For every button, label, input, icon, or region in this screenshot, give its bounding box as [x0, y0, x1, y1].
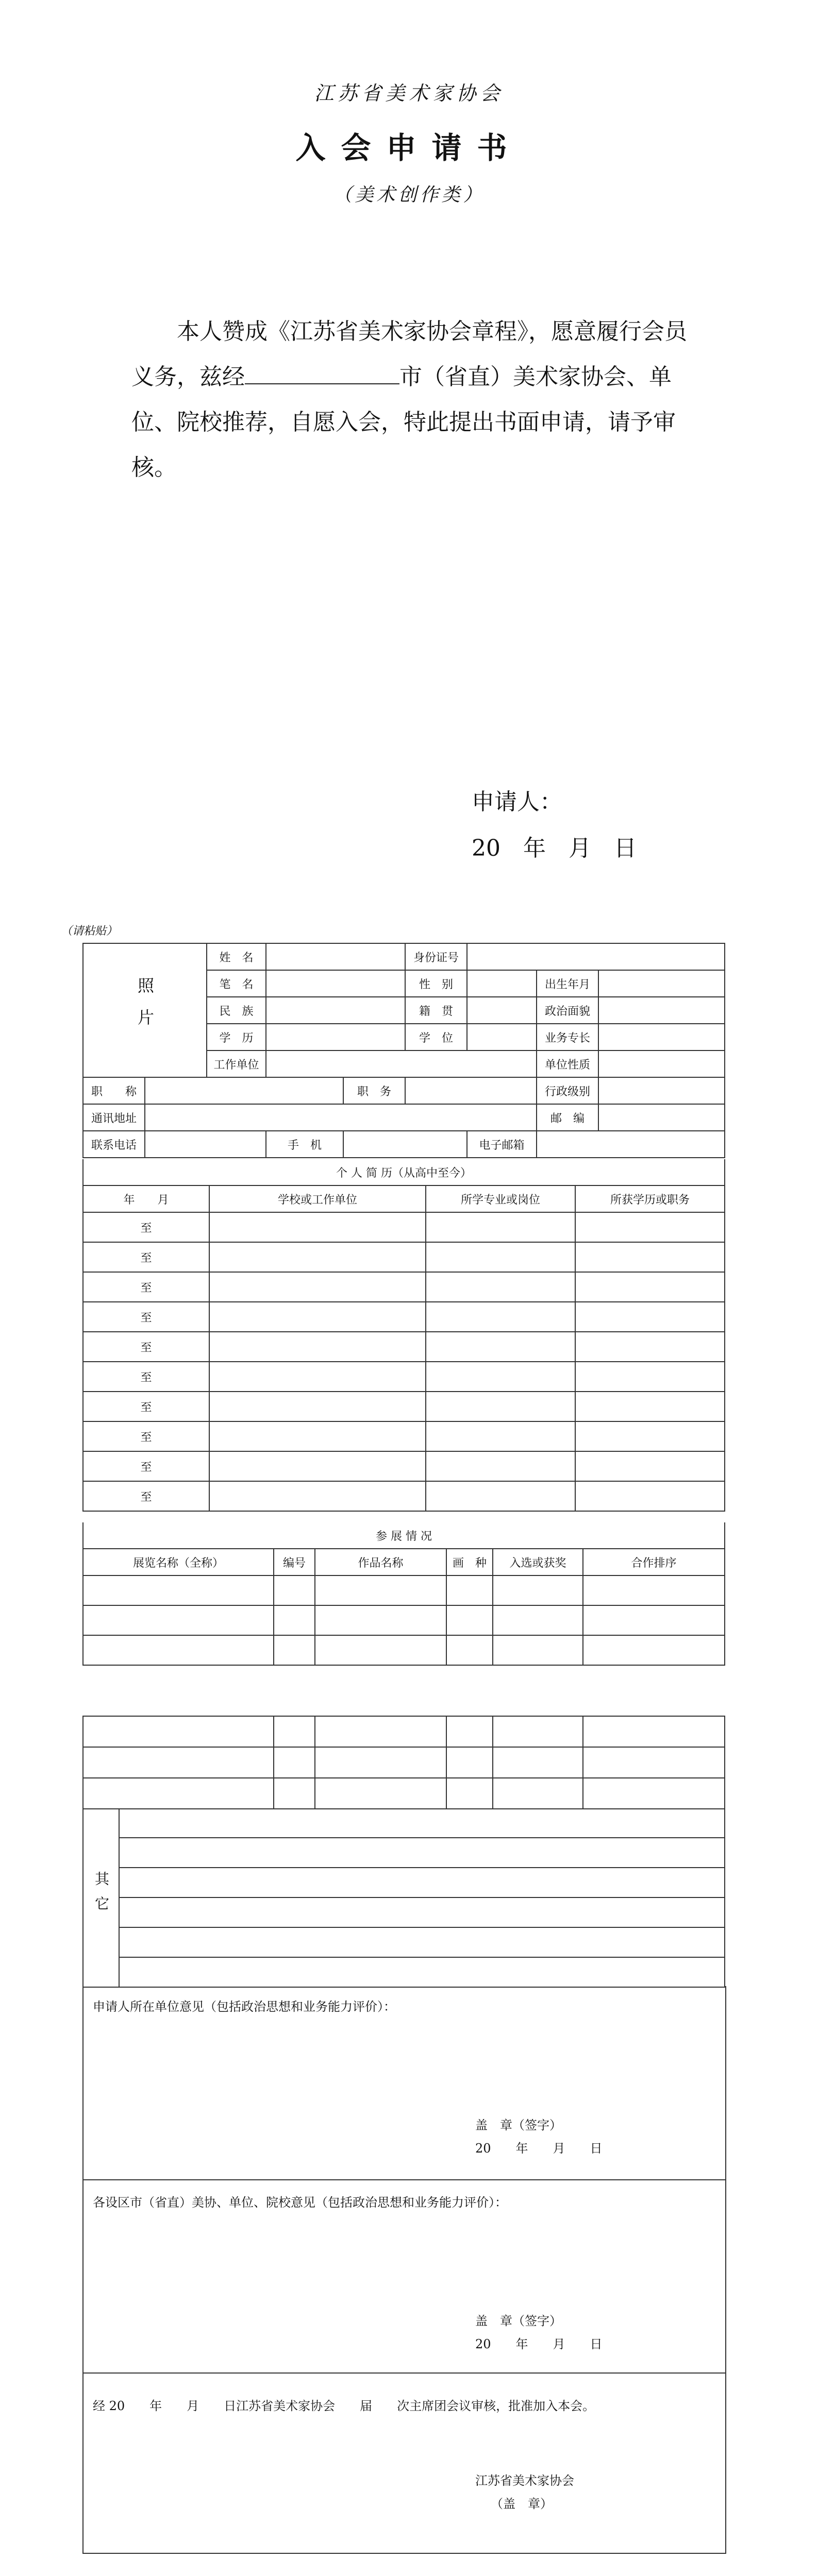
resume-cell[interactable] [209, 1362, 426, 1392]
other-line[interactable] [119, 1808, 725, 1838]
pen-label: 笔 名 [207, 970, 266, 997]
major-label: 业务专长 [537, 1024, 598, 1050]
table-row [83, 1242, 725, 1272]
party-field[interactable] [598, 997, 725, 1024]
city-blank-field[interactable] [245, 361, 399, 384]
resume-cell[interactable] [426, 1421, 575, 1451]
photo-cell[interactable] [83, 943, 207, 1077]
resume-cell[interactable] [575, 1302, 725, 1332]
table-row [83, 1332, 725, 1362]
grid-cell[interactable] [446, 1778, 493, 1809]
native-field[interactable] [467, 997, 537, 1024]
resume-date-cell[interactable]: 至 [83, 1362, 209, 1392]
exhibit-cell[interactable] [583, 1575, 725, 1605]
grid-cell[interactable] [493, 1778, 583, 1809]
resume-col-degree: 所获学历或职务 [575, 1185, 725, 1212]
table-row [83, 1575, 725, 1605]
unitnature-field[interactable] [598, 1050, 725, 1077]
resume-col-school: 学校或工作单位 [209, 1185, 426, 1212]
resume-cell[interactable] [426, 1332, 575, 1362]
photo-label: 照片 [135, 977, 155, 1041]
admin-label: 行政级别 [537, 1077, 598, 1104]
resume-date-cell[interactable]: 至 [83, 1392, 209, 1421]
grid-cell[interactable] [315, 1747, 446, 1778]
basic-info-table [82, 943, 725, 1158]
unit-opinion-box[interactable] [82, 1986, 726, 2180]
resume-cell[interactable] [575, 1272, 725, 1302]
grid-cell[interactable] [583, 1778, 725, 1809]
name-label: 姓 名 [207, 943, 266, 970]
id-field[interactable] [467, 943, 725, 970]
exhibit-col-name: 展览名称（全称） [83, 1549, 274, 1575]
resume-date-cell[interactable]: 至 [83, 1481, 209, 1511]
page-title: 入会申请书 [295, 130, 523, 165]
resume-cell[interactable] [426, 1451, 575, 1481]
post-label: 邮 编 [537, 1104, 598, 1131]
table-row [83, 1421, 725, 1451]
exhibit-col-kind: 画 种 [446, 1549, 493, 1575]
work-field[interactable] [266, 1050, 537, 1077]
name-field[interactable] [266, 943, 405, 970]
exhibit-cell[interactable] [274, 1575, 315, 1605]
exhibit-cell[interactable] [315, 1635, 446, 1665]
degree-label: 学 位 [405, 1024, 467, 1050]
exhibit-cell[interactable] [493, 1635, 583, 1665]
ethnic-label: 民 族 [207, 997, 266, 1024]
resume-cell[interactable] [575, 1451, 725, 1481]
resume-cell[interactable] [209, 1212, 426, 1242]
id-label: 身份证号 [405, 943, 467, 970]
resume-cell[interactable] [575, 1212, 725, 1242]
resume-cell[interactable] [426, 1481, 575, 1511]
unitnature-label: 单位性质 [537, 1050, 598, 1077]
grid-cell[interactable] [83, 1778, 274, 1809]
resume-cell[interactable] [209, 1302, 426, 1332]
other-label: 其它 [93, 1871, 110, 1921]
exhibit-cell[interactable] [446, 1605, 493, 1635]
table-row [83, 1481, 725, 1511]
exhibit-cell[interactable] [83, 1605, 274, 1635]
admin-field[interactable] [598, 1077, 725, 1104]
resume-cell[interactable] [426, 1242, 575, 1272]
resume-date-cell[interactable]: 至 [83, 1242, 209, 1272]
grid-cell[interactable] [583, 1747, 725, 1778]
grid-cell[interactable] [274, 1778, 315, 1809]
email-field[interactable] [537, 1131, 725, 1158]
exhibit-cell[interactable] [493, 1605, 583, 1635]
table-row [83, 1362, 725, 1392]
table-row [83, 1451, 725, 1481]
duty-field[interactable] [405, 1077, 537, 1104]
table-row [83, 1302, 725, 1332]
grid-cell[interactable] [446, 1747, 493, 1778]
grid-cell[interactable] [83, 1747, 274, 1778]
exhibit-cell[interactable] [274, 1635, 315, 1665]
resume-cell[interactable] [209, 1242, 426, 1272]
other-line[interactable] [119, 1897, 725, 1927]
gender-field[interactable] [467, 970, 537, 997]
city-opinion-label: 各设区市（省直）美协、单位、院校意见（包括政治思想和业务能力评价）： [93, 2195, 507, 2210]
resume-cell[interactable] [426, 1362, 575, 1392]
resume-cell[interactable] [575, 1362, 725, 1392]
city-date: 20 年 月 日 [475, 2337, 603, 2351]
table-row [83, 1716, 725, 1747]
table-row [83, 1272, 725, 1302]
grid-cell[interactable] [315, 1716, 446, 1747]
resume-date-cell[interactable]: 至 [83, 1212, 209, 1242]
grid-cell[interactable] [315, 1778, 446, 1809]
grid-cell[interactable] [274, 1747, 315, 1778]
resume-date-cell[interactable]: 至 [83, 1421, 209, 1451]
approval-box [82, 2372, 726, 2554]
position-field[interactable] [145, 1077, 343, 1104]
exhibit-col-no: 编号 [274, 1549, 315, 1575]
resume-cell[interactable] [426, 1212, 575, 1242]
edu-label: 学 历 [207, 1024, 266, 1050]
grid-cell[interactable] [83, 1716, 274, 1747]
table-row [83, 1747, 725, 1778]
other-table [82, 1716, 725, 1809]
grid-cell[interactable] [446, 1716, 493, 1747]
address-label: 通讯地址 [83, 1104, 145, 1131]
other-line[interactable] [119, 1927, 725, 1957]
grid-cell[interactable] [493, 1747, 583, 1778]
applicant-date: 20 年 月 日 [472, 835, 637, 861]
other-line[interactable] [119, 1868, 725, 1897]
major-field[interactable] [598, 1024, 725, 1050]
table-row [83, 1605, 725, 1635]
resume-title: 个 人 简 历（从高中至今） [83, 1159, 725, 1185]
city-seal: 盖 章（签字） [475, 2314, 562, 2328]
approval-text: 经 20 年 月 日江苏省美术家协会 届 次主席团会议审核，批准加入本会。 [93, 2399, 595, 2413]
table-row [83, 1778, 725, 1809]
other-line[interactable] [119, 1957, 725, 1987]
birth-field[interactable] [598, 970, 725, 997]
resume-cell[interactable] [209, 1332, 426, 1362]
other-section [82, 1808, 725, 1988]
approval-org: 江苏省美术家协会 [475, 2473, 574, 2488]
party-label: 政治面貌 [537, 997, 598, 1024]
table-row [83, 1212, 725, 1242]
exhibit-cell[interactable] [274, 1605, 315, 1635]
exhibit-cell[interactable] [315, 1575, 446, 1605]
page-subtitle: （美术创作类） [333, 184, 485, 206]
resume-cell[interactable] [426, 1392, 575, 1421]
approval-seal: （盖 章） [491, 2497, 553, 2511]
unit-date: 20 年 月 日 [475, 2141, 603, 2156]
resume-table [82, 1159, 725, 1512]
grid-cell[interactable] [583, 1716, 725, 1747]
resume-cell[interactable] [209, 1421, 426, 1451]
resume-cell[interactable] [575, 1332, 725, 1362]
unit-seal: 盖 章（签字） [475, 2118, 562, 2132]
pen-field[interactable] [266, 970, 405, 997]
position-label: 职 称 [83, 1077, 145, 1104]
resume-cell[interactable] [209, 1481, 426, 1511]
exhibit-cell[interactable] [583, 1635, 725, 1665]
edu-field[interactable] [266, 1024, 405, 1050]
other-label-cell [83, 1808, 119, 1987]
pledge-text-2: 市（省直）美术家协会、单位、院校推荐，自愿入会，特此提出书面申请，请予审核。 [131, 364, 676, 481]
grid-cell[interactable] [274, 1716, 315, 1747]
other-line[interactable] [119, 1838, 725, 1868]
pledge-paragraph [131, 309, 709, 490]
mobile-label: 手 机 [266, 1131, 343, 1158]
resume-cell[interactable] [209, 1392, 426, 1421]
exhibit-col-work: 作品名称 [315, 1549, 446, 1575]
resume-date-cell[interactable]: 至 [83, 1302, 209, 1332]
exhibit-cell[interactable] [83, 1635, 274, 1665]
degree-field[interactable] [467, 1024, 537, 1050]
ethnic-field[interactable] [266, 997, 405, 1024]
phone-label: 联系电话 [83, 1131, 145, 1158]
pledge-text-1: 本人赞成《江苏省美术家协会章程》，愿意履行会员义务，兹经 [131, 318, 687, 390]
resume-cell[interactable] [426, 1272, 575, 1302]
duty-label: 职 务 [343, 1077, 405, 1104]
exhibit-cell[interactable] [315, 1605, 446, 1635]
table-row [83, 1392, 725, 1421]
exhibit-cell[interactable] [446, 1575, 493, 1605]
exhibit-cell[interactable] [583, 1605, 725, 1635]
exhibit-col-award: 入选或获奖 [493, 1549, 583, 1575]
resume-cell[interactable] [575, 1481, 725, 1511]
form-note: （请粘贴） [61, 925, 118, 938]
resume-cell[interactable] [575, 1392, 725, 1421]
org-name: 江苏省美术家协会 [314, 82, 504, 105]
resume-cell[interactable] [426, 1302, 575, 1332]
exhibit-cell[interactable] [83, 1575, 274, 1605]
resume-cell[interactable] [575, 1421, 725, 1451]
address-field[interactable] [145, 1104, 537, 1131]
resume-col-date: 年 月 [83, 1185, 209, 1212]
resume-col-major: 所学专业或岗位 [426, 1185, 575, 1212]
exhibit-cell[interactable] [493, 1575, 583, 1605]
table-row [83, 1635, 725, 1665]
gender-label: 性 别 [405, 970, 467, 997]
mobile-field[interactable] [343, 1131, 467, 1158]
resume-date-cell[interactable]: 至 [83, 1272, 209, 1302]
grid-cell[interactable] [493, 1716, 583, 1747]
exhibit-col-order: 合作排序 [583, 1549, 725, 1575]
phone-field[interactable] [145, 1131, 266, 1158]
unit-opinion-label: 申请人所在单位意见（包括政治思想和业务能力评价）： [93, 1999, 396, 2014]
work-label: 工作单位 [207, 1050, 266, 1077]
resume-date-cell[interactable]: 至 [83, 1332, 209, 1362]
exhibit-table [82, 1522, 725, 1666]
city-opinion-box[interactable] [82, 2179, 726, 2374]
email-label: 电子邮箱 [467, 1131, 537, 1158]
birth-label: 出生年月 [537, 970, 598, 997]
resume-cell[interactable] [575, 1242, 725, 1272]
native-label: 籍 贯 [405, 997, 467, 1024]
applicant-signature-label: 申请人： [472, 789, 562, 815]
resume-cell[interactable] [209, 1451, 426, 1481]
exhibit-title: 参 展 情 况 [83, 1522, 725, 1549]
resume-cell[interactable] [209, 1272, 426, 1302]
resume-date-cell[interactable]: 至 [83, 1451, 209, 1481]
post-field[interactable] [598, 1104, 725, 1131]
exhibit-cell[interactable] [446, 1635, 493, 1665]
